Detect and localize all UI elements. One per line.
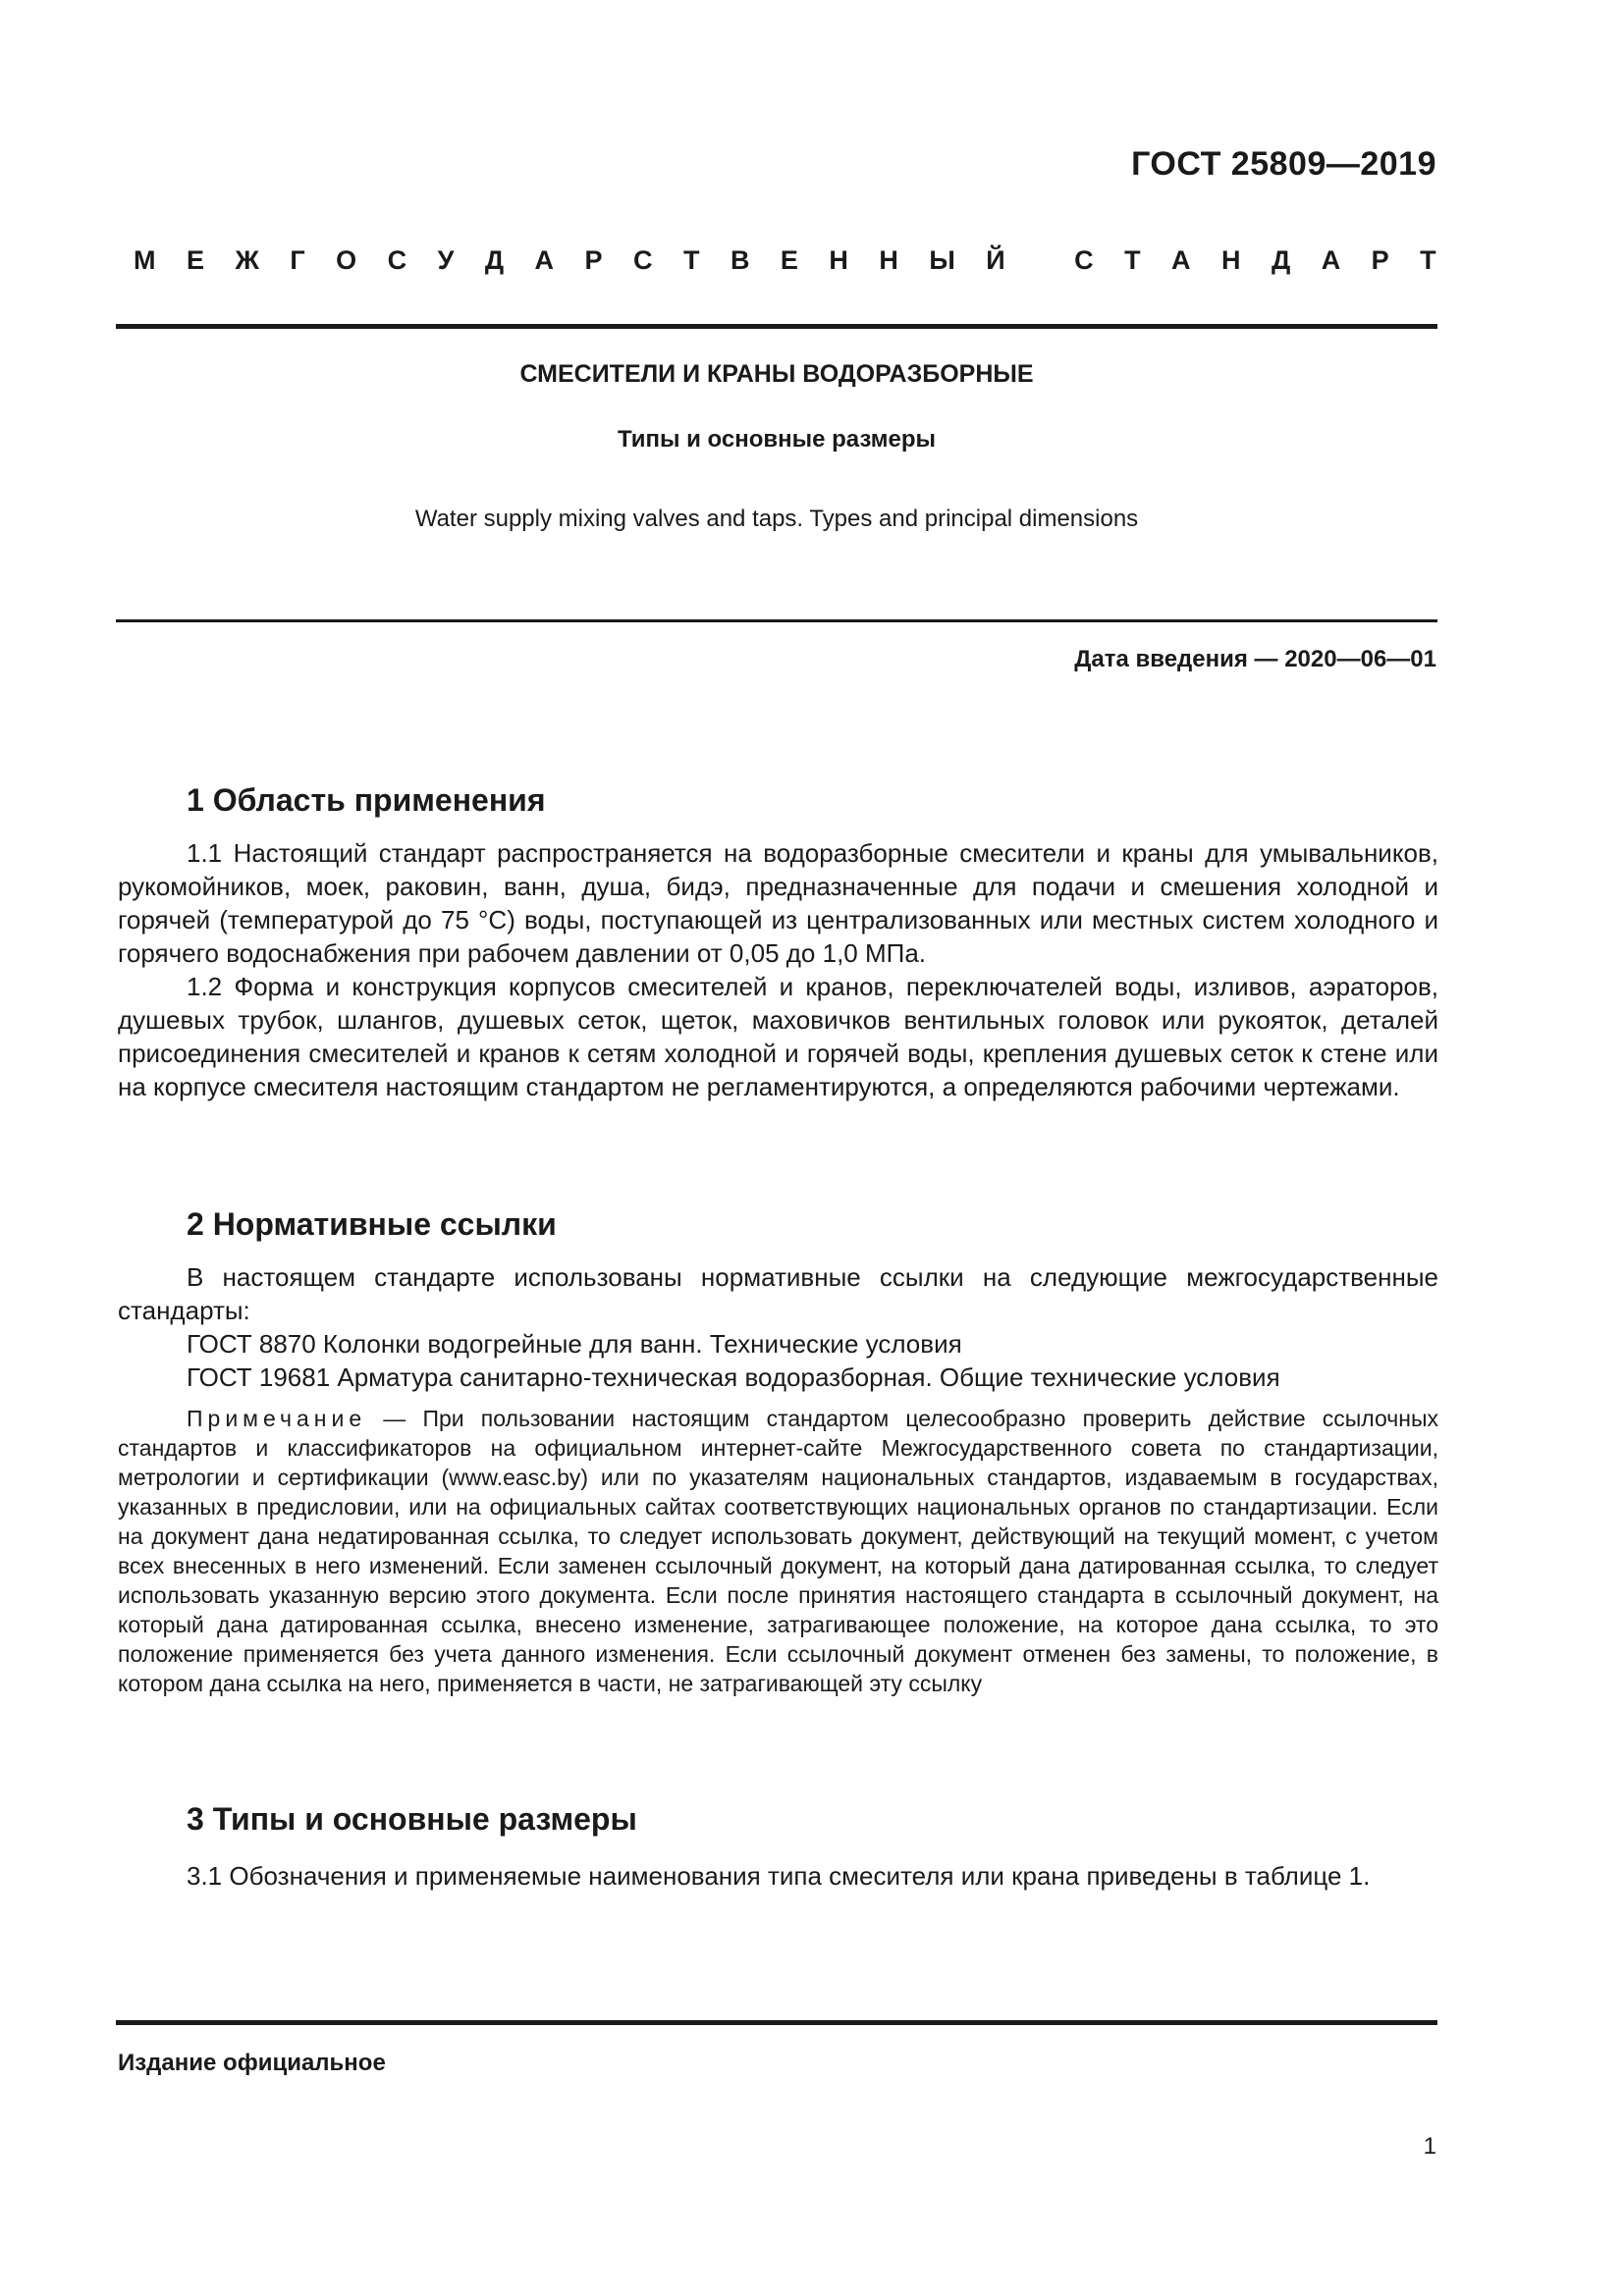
document-kind-letter: Ж [235,245,259,275]
document-kind-letter: Д [1271,245,1291,275]
section-1 [118,783,1438,1103]
document-kind-letter: С [633,245,653,275]
note [118,1404,1438,1698]
footer-divider [116,2020,1437,2025]
document-title: СМЕСИТЕЛИ И КРАНЫ ВОДОРАЗБОРНЫЕ [519,360,1034,388]
document-kind-letter: Й [986,245,1005,275]
section-2-intro: В настоящем стандарте использованы нормативные ссылки на следующие межгосударственные стандарты: [118,1262,1438,1325]
page-number: 1 [1423,2133,1436,2160]
document-kind-letter: С [1074,245,1094,275]
title-divider [116,619,1437,622]
document-kind-letter: Н [1221,245,1241,275]
document-subtitle: Типы и основные размеры [617,426,937,453]
section-2 [118,1207,1438,1698]
document-kind-gap [1036,245,1044,276]
section-3 [118,1802,1438,1893]
document-kind-letter: Н [879,245,898,275]
document-kind-letter: О [336,245,357,275]
document-kind-letter: Т [682,245,700,275]
document-kind-letter: Р [584,245,603,275]
paragraph-1-1: 1.1 Настоящий стандарт распространяется на водоразборные смесители и краны для умывальников, рукомойников, моек, раковин, ванн, душа, бидэ, предназначенные для подачи и смешения холодной и горячей (температурой до 75 °С) воды, поступающей из централизованных или местных систем холодного и горячего водоснабжения при рабочем давлении от 0,05 до 1,0 МПа. [118,838,1438,968]
edition-label: Издание официальное [118,2050,386,2076]
reference-item: ГОСТ 8870 Колонки водогрейные для ванн. Технические условия [187,1329,962,1359]
document-kind-letter: Ы [929,245,955,275]
document-kind-letter: Н [829,245,848,275]
document-kind [134,245,1436,276]
document-kind-letter: С [387,245,407,275]
section-2-heading: 2 Нормативные ссылки [187,1206,557,1242]
document-kind-letter: Г [290,245,305,275]
section-3-heading: 3 Типы и основные размеры [187,1801,637,1837]
document-kind-letter: Е [186,245,204,275]
document-kind-letter: А [1321,245,1341,275]
document-title-english: Water supply mixing valves and taps. Types and principal dimensions [414,506,1139,532]
introduction-date: Дата введения — 2020—06—01 [1074,646,1436,672]
document-number: ГОСТ 25809—2019 [1131,145,1436,183]
section-1-heading: 1 Область применения [187,782,546,818]
document-kind-letter: Т [1420,245,1436,275]
document-kind-letter: А [534,245,555,275]
paragraph-3-1: 3.1 Обозначения и применяемые наименования типа смесителя или крана приведены в таблице 1. [187,1861,1371,1891]
document-kind-letter: Р [1371,245,1389,275]
document-kind-letter: В [730,245,750,275]
document-kind-letter: Д [484,245,505,275]
header-divider [116,324,1437,329]
note-label: Примечание [187,1406,367,1431]
document-kind-letter: А [1171,245,1191,275]
note-text: — При пользовании настоящим стандартом целесообразно проверить действие ссылочных стандартов и классификаторов на официальном интернет-сайте Межгосударственного совета по стандартизации, метрологии и сертификации (www.easc.by) или по указателям национальных стандартов, издаваемым в государствах, указанных в предисловии, или на официальных сайтах соответствующих национальных органов по стандартизации. Если на документ дана недатированная ссылка, то следует использовать документ, действующий на текущий момент, с учетом всех внесенных в него изменений. Если заменен ссылочный документ, на который дана датированная ссылка, то следует использовать указанную версию этого документа. Если после принятия настоящего стандарта в ссылочный документ, на который дана датированная ссылка, внесено изменение, затрагивающее положение, на которое дана ссылка, то это положение применяется без учета данного изменения. Если ссылочный документ отменен без замены, то положение, в котором дана ссылка на него, применяется в части, не затрагивающей эту ссылку [118,1406,1438,1696]
document-kind-letter: Е [780,245,798,275]
document-kind-letter: У [437,245,455,275]
paragraph-1-2: 1.2 Форма и конструкция корпусов смесителей и кранов, переключателей воды, изливов, аэраторов, душевых трубок, шлангов, душевых сеток, щеток, маховичков вентильных головок или рукояток, деталей присоединения смесителей и кранов к сетям холодной и горячей воды, крепления душевых сеток к стене или на корпусе смесителя настоящим стандартом не регламентируются, а определяются рабочими чертежами. [118,972,1438,1101]
document-kind-letter: М [134,245,156,275]
document-kind-letter: Т [1124,245,1141,275]
reference-item: ГОСТ 19681 Арматура санитарно-техническая водоразборная. Общие технические условия [187,1362,1280,1392]
